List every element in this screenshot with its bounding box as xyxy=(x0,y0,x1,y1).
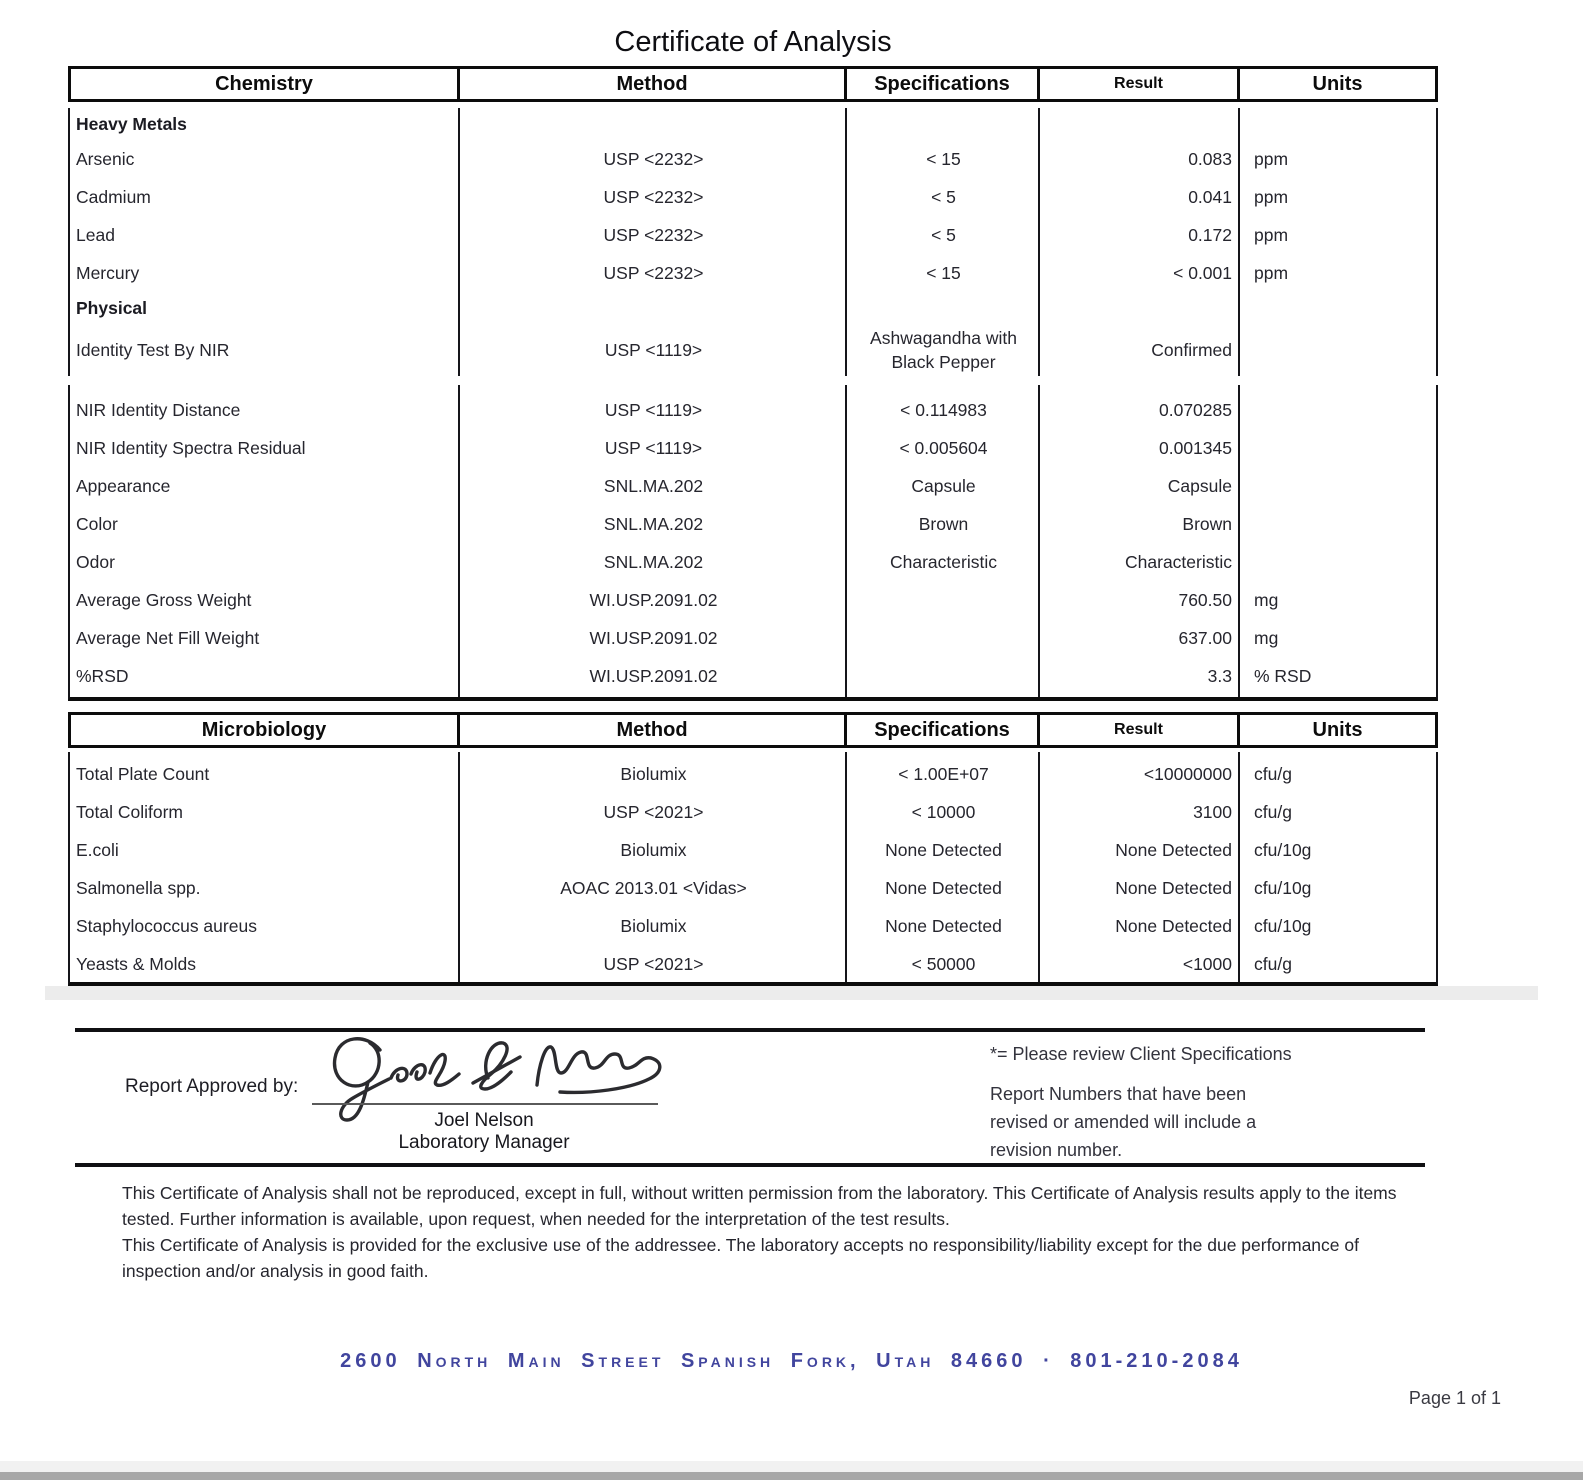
cell-units xyxy=(1240,324,1436,376)
chemistry-table-block-1 xyxy=(68,108,1438,376)
cell-result: 0.041 xyxy=(1188,186,1232,207)
column-header-method: Method xyxy=(460,715,847,745)
cell-label: NIR Identity Spectra Residual xyxy=(76,437,306,458)
cell-spec xyxy=(847,619,1040,657)
cell-units: mg xyxy=(1254,627,1279,648)
cell-result: 0.083 xyxy=(1188,148,1232,169)
document-title: Certificate of Analysis xyxy=(614,26,892,58)
cell-units: cfu/10g xyxy=(1254,915,1312,936)
cell-result: 3100 xyxy=(1193,801,1232,822)
column-divider xyxy=(1238,752,1240,982)
table-row xyxy=(70,178,1436,216)
table-row xyxy=(70,581,1436,619)
column-header-result: Result xyxy=(1040,69,1240,99)
cell-result: 3.3 xyxy=(1207,665,1232,686)
cell-spec xyxy=(847,581,1040,619)
cell-method: WI.USP.2091.02 xyxy=(589,665,718,686)
table-row xyxy=(70,505,1436,543)
cell-method: USP <2232> xyxy=(603,186,704,207)
column-header-specifications: Specifications xyxy=(847,715,1040,745)
cell-result: < 0.001 xyxy=(1173,262,1232,283)
column-divider xyxy=(845,108,847,376)
signature-line xyxy=(312,1103,658,1105)
column-divider xyxy=(1038,752,1040,982)
cell-spec: < 5 xyxy=(931,225,956,245)
signer-title: Laboratory Manager xyxy=(398,1132,570,1153)
cell-result: Confirmed xyxy=(1151,339,1232,360)
cell-method: USP <2232> xyxy=(603,148,704,169)
cell-units xyxy=(1240,543,1436,581)
cell-spec: None Detected xyxy=(885,878,1002,898)
cell-method xyxy=(460,108,847,140)
cell-label: Odor xyxy=(76,551,115,572)
cell-method: USP <1119> xyxy=(604,437,703,458)
cell-result: None Detected xyxy=(1115,839,1232,860)
microbiology-table-body xyxy=(68,752,1438,986)
cell-units: ppm xyxy=(1254,224,1289,245)
cell-result: 637.00 xyxy=(1178,627,1232,648)
cell-result: <1000 xyxy=(1182,953,1232,974)
disclaimer-text xyxy=(122,1180,1422,1284)
cell-spec: Brown xyxy=(918,514,969,534)
page-number: Page 1 of 1 xyxy=(1408,1388,1501,1408)
cell-result xyxy=(1040,292,1240,324)
cell-label: Appearance xyxy=(76,475,171,496)
cell-units: cfu/10g xyxy=(1254,877,1312,898)
revision-note: Report Numbers that have been revised or amended will include a revision number. xyxy=(990,1084,1257,1160)
report-approved-label: Report Approved by: xyxy=(125,1076,299,1097)
column-divider xyxy=(1238,385,1240,697)
cell-units: % RSD xyxy=(1254,665,1312,686)
table-section-row xyxy=(70,292,1436,324)
cell-spec: None Detected xyxy=(885,840,1002,860)
table-row xyxy=(70,755,1436,793)
table-row xyxy=(70,467,1436,505)
column-divider xyxy=(458,752,460,982)
table-row xyxy=(70,793,1436,831)
cell-method: Biolumix xyxy=(620,915,687,936)
cell-spec: < 5 xyxy=(931,187,956,207)
cell-units: ppm xyxy=(1254,186,1289,207)
cell-units: cfu/10g xyxy=(1254,839,1312,860)
column-header-units: Units xyxy=(1312,718,1363,741)
cell-spec xyxy=(847,292,1040,324)
chemistry-table-block-2 xyxy=(68,385,1438,701)
table-row xyxy=(70,657,1436,695)
cell-units: ppm xyxy=(1254,262,1289,283)
table-row xyxy=(70,869,1436,907)
cell-spec: Capsule xyxy=(911,476,976,496)
column-divider xyxy=(1238,108,1240,376)
cell-method: Biolumix xyxy=(620,763,687,784)
table-section-row xyxy=(70,108,1436,140)
cell-method: USP <2232> xyxy=(603,262,704,283)
table-row xyxy=(70,429,1436,467)
cell-spec: < 0.005604 xyxy=(899,438,988,458)
cell-result: Capsule xyxy=(1167,475,1232,496)
cell-label: Staphylococcus aureus xyxy=(76,915,257,936)
horizontal-rule-top xyxy=(75,1028,1425,1032)
cell-spec: < 10000 xyxy=(911,802,976,822)
cell-method: WI.USP.2091.02 xyxy=(589,589,718,610)
disclaimer-paragraph-2: This Certificate of Analysis is provided for the exclusive use of the addressee. The laboratory accepts no responsibility/liability except for the due performance of inspection and/or analysis in good faith. xyxy=(122,1235,1359,1281)
table-row xyxy=(70,391,1436,429)
window-edge-bar xyxy=(0,1472,1583,1480)
cell-result: <10000000 xyxy=(1143,763,1232,784)
cell-label: Average Net Fill Weight xyxy=(76,627,260,648)
cell-method: USP <1119> xyxy=(604,339,703,360)
column-divider xyxy=(845,385,847,697)
cell-units: ppm xyxy=(1254,148,1289,169)
column-header-method: Method xyxy=(460,69,847,99)
cell-result: None Detected xyxy=(1115,915,1232,936)
cell-label: Total Plate Count xyxy=(76,763,210,784)
cell-result: None Detected xyxy=(1115,877,1232,898)
cell-label: %RSD xyxy=(76,665,129,686)
cell-method: USP <2021> xyxy=(603,801,704,822)
client-spec-note: *= Please review Client Specifications xyxy=(990,1044,1292,1064)
column-header-chemistry: Chemistry xyxy=(71,69,460,99)
cell-spec: < 15 xyxy=(926,149,961,169)
cell-label: NIR Identity Distance xyxy=(76,399,241,420)
table-row xyxy=(70,140,1436,178)
column-divider xyxy=(458,385,460,697)
table-row xyxy=(70,543,1436,581)
cell-label: Lead xyxy=(76,224,115,245)
cell-units xyxy=(1240,505,1436,543)
cell-method: USP <2021> xyxy=(603,953,704,974)
cell-units: cfu/g xyxy=(1254,763,1292,784)
table-row xyxy=(70,907,1436,945)
cell-units xyxy=(1240,292,1436,324)
cell-method: USP <2232> xyxy=(603,224,704,245)
cell-spec: Ashwagandha with Black Pepper xyxy=(870,328,1017,372)
cell-spec: < 0.114983 xyxy=(900,400,987,420)
cell-method: USP <1119> xyxy=(604,399,703,420)
cell-spec: None Detected xyxy=(885,916,1002,936)
cell-label: Arsenic xyxy=(76,148,135,169)
table-row xyxy=(70,619,1436,657)
cell-result: 0.172 xyxy=(1188,224,1232,245)
cell-label: Cadmium xyxy=(76,186,151,207)
cell-units: cfu/g xyxy=(1254,953,1292,974)
cell-spec: Characteristic xyxy=(890,552,997,572)
cell-result: Brown xyxy=(1182,513,1232,534)
cell-method: AOAC 2013.01 <Vidas> xyxy=(560,877,747,898)
cell-label: Mercury xyxy=(76,262,140,283)
cell-label: Average Gross Weight xyxy=(76,589,252,610)
column-divider xyxy=(1038,108,1040,376)
cell-spec: < 1.00E+07 xyxy=(898,764,989,784)
disclaimer-paragraph-1: This Certificate of Analysis shall not be reproduced, except in full, without written permission from the laboratory. This Certificate of Analysis results apply to the items tested. Further information is available, upon request, when needed for the interpretation of the test results. xyxy=(122,1183,1397,1229)
column-header-result: Result xyxy=(1040,715,1240,745)
cell-method: Biolumix xyxy=(620,839,687,860)
cell-label: Total Coliform xyxy=(76,801,183,822)
window-edge-light xyxy=(0,1461,1583,1472)
table-row xyxy=(70,216,1436,254)
cell-units xyxy=(1240,467,1436,505)
cell-result xyxy=(1040,108,1240,140)
cell-method xyxy=(460,292,847,324)
cell-label: Physical xyxy=(76,297,148,318)
cell-label: E.coli xyxy=(76,839,119,860)
table-row xyxy=(70,945,1436,983)
cell-spec: < 50000 xyxy=(911,954,976,974)
cell-label: Color xyxy=(76,513,118,534)
cell-result: 0.001345 xyxy=(1159,437,1232,458)
cell-result: 760.50 xyxy=(1178,589,1232,610)
cell-spec xyxy=(847,657,1040,695)
column-divider xyxy=(845,752,847,982)
table-row xyxy=(70,254,1436,292)
cell-spec: < 15 xyxy=(926,263,961,283)
cell-method: SNL.MA.202 xyxy=(603,551,704,572)
cell-result: Characteristic xyxy=(1125,551,1232,572)
cell-spec xyxy=(847,108,1040,140)
cell-units xyxy=(1240,108,1436,140)
horizontal-rule-bottom xyxy=(75,1163,1425,1167)
column-divider xyxy=(458,108,460,376)
cell-units: mg xyxy=(1254,589,1279,610)
cell-label: Identity Test By NIR xyxy=(76,339,230,360)
column-header-units: Units xyxy=(1312,72,1363,95)
cell-label: Heavy Metals xyxy=(76,113,187,134)
cell-label: Salmonella spp. xyxy=(76,877,201,898)
cell-result: 0.070285 xyxy=(1159,399,1232,420)
table-row xyxy=(70,324,1436,376)
cell-units xyxy=(1240,429,1436,467)
column-divider xyxy=(1038,385,1040,697)
table-row xyxy=(70,831,1436,869)
cell-method: SNL.MA.202 xyxy=(603,513,704,534)
microbiology-header-row xyxy=(68,712,1438,748)
cell-label: Yeasts & Molds xyxy=(76,953,196,974)
column-header-specifications: Specifications xyxy=(847,69,1040,99)
column-header-microbiology: Microbiology xyxy=(71,715,460,745)
signer-name: Joel Nelson xyxy=(434,1110,534,1131)
cell-units: cfu/g xyxy=(1254,801,1292,822)
cell-method: SNL.MA.202 xyxy=(603,475,704,496)
cell-units xyxy=(1240,391,1436,429)
lab-address: 2600 North Main Street Spanish Fork, Utah 84660 · 801-210-2084 xyxy=(340,1350,1243,1372)
separator-band xyxy=(45,986,1538,1000)
chemistry-header-row xyxy=(68,66,1438,102)
cell-method: WI.USP.2091.02 xyxy=(589,627,718,648)
